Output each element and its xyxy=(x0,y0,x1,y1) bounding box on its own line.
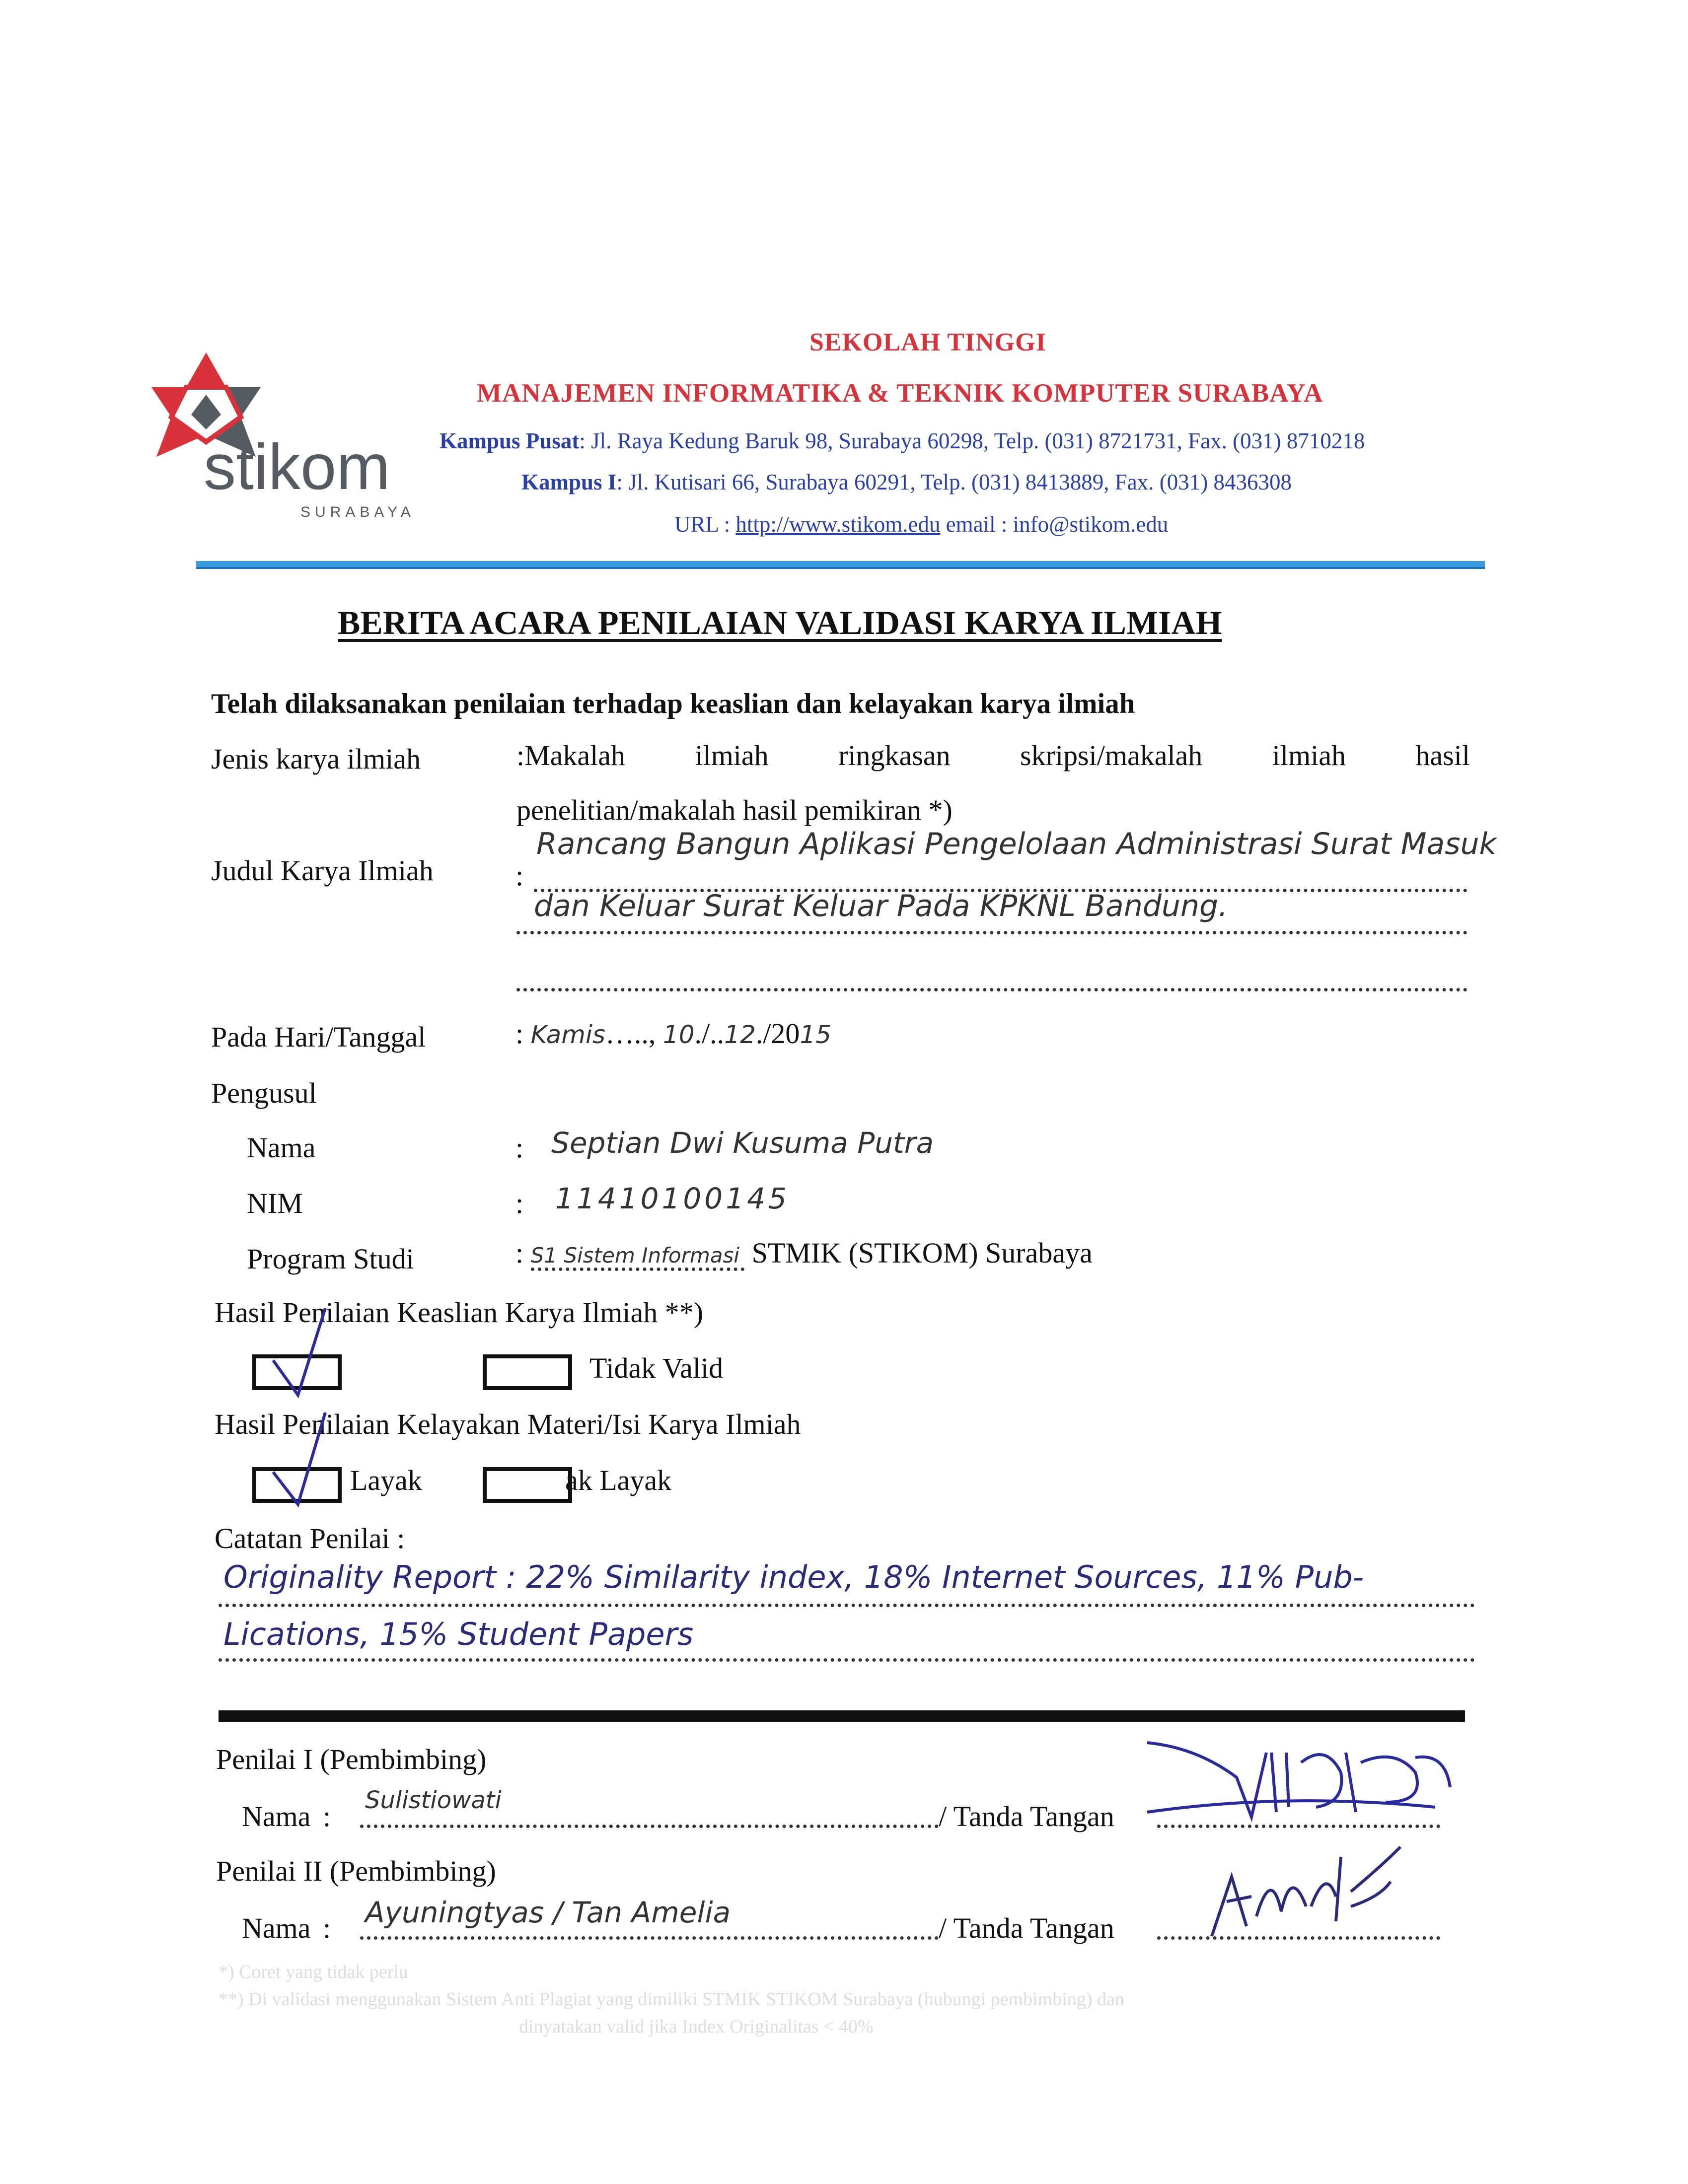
penilai1-nama-label: Nama xyxy=(242,1800,311,1832)
header-divider xyxy=(196,561,1485,569)
kampus-pusat-label: Kampus Pusat xyxy=(440,428,580,453)
footnote-2: **) Di validasi menggunakan Sistem Anti Plagiat yang dimiliki STMIK STIKOM Surabaya (hubungi pembimbing) dan xyxy=(219,1989,1124,2010)
footnote-3: dinyatakan valid jika Index Originalitas < 40% xyxy=(519,2016,874,2037)
pengusul-prodi-suffix: STMIK (STIKOM) Surabaya xyxy=(751,1237,1093,1269)
judul-line2: dan Keluar Surat Keluar Pada KPKNL Bandung. xyxy=(534,889,1228,923)
pengusul-nim: 11410100145 xyxy=(555,1182,790,1215)
tanggal-year-prefix: /20 xyxy=(763,1017,800,1050)
header-line2: MANAJEMEN INFORMATIKA & TEKNIK KOMPUTER SURABAYA xyxy=(477,379,1323,408)
footnote-1: *) Coret yang tidak perlu xyxy=(219,1962,409,1982)
logo-wordmark: stikom xyxy=(204,430,390,503)
pengusul-nama-colon: : xyxy=(515,1131,524,1164)
jenis-value-line2: penelitian/makalah hasil pemikiran *) xyxy=(516,794,953,826)
header-line1: SEKOLAH TINGGI xyxy=(809,328,1046,356)
catatan-line1-dots xyxy=(219,1594,1475,1607)
keaslian-tidak-valid-checkbox[interactable] xyxy=(483,1354,572,1390)
pengusul-nama-label: Nama xyxy=(247,1131,316,1164)
kelayakan-layak-label: Layak xyxy=(350,1464,422,1496)
checkmark-icon xyxy=(271,1410,335,1509)
intro-text: Telah dilaksanakan penilaian terhadap keaslian dan kelayakan karya ilmiah xyxy=(211,688,1135,719)
jenis-value-line1: :Makalah ilmiah ringkasan skripsi/makalah ilmiah hasil xyxy=(516,739,1470,772)
tanggal-hari: Kamis xyxy=(530,1020,605,1049)
pengusul-nim-colon: : xyxy=(515,1187,524,1219)
penilai1-label: Penilai I (Pembimbing) xyxy=(216,1743,487,1775)
penilai1-ttd-label: / Tanda Tangan xyxy=(939,1800,1114,1832)
header-url-line xyxy=(674,511,1168,537)
penilai2-colon: : xyxy=(323,1912,331,1944)
tanggal-label: Pada Hari/Tanggal xyxy=(211,1021,426,1053)
penilai2-ttd-label: / Tanda Tangan xyxy=(939,1912,1114,1944)
kelayakan-tidak-layak-checkbox[interactable] xyxy=(483,1467,572,1503)
checkmark-icon xyxy=(271,1306,335,1400)
pengusul-label: Pengusul xyxy=(211,1077,317,1109)
url-link[interactable]: http://www.stikom.edu xyxy=(735,512,941,537)
kampus-1-label: Kampus I xyxy=(521,470,617,494)
url-label: URL : xyxy=(674,512,736,537)
penilai2-label: Penilai II (Pembimbing) xyxy=(216,1855,496,1887)
penilai1-colon: : xyxy=(323,1800,331,1832)
stikom-logo xyxy=(147,348,425,526)
catatan-line2: Lications, 15% Student Papers xyxy=(223,1616,694,1652)
penilai2-nama: Ayuningtyas / Tan Amelia xyxy=(365,1896,731,1929)
penilai1-nama-dots xyxy=(360,1815,939,1828)
tanggal-value: : Kamis….., 10./..12./2015 xyxy=(515,1017,832,1050)
penilai1-nama: Sulistiowati xyxy=(365,1786,502,1814)
pengusul-prodi-label: Program Studi xyxy=(247,1243,414,1275)
email-text: email : info@stikom.edu xyxy=(940,512,1169,537)
page-title: BERITA ACARA PENILAIAN VALIDASI KARYA ILMIAH xyxy=(338,604,1222,641)
penilai2-nama-label: Nama xyxy=(242,1912,311,1944)
judul-label: Judul Karya Ilmiah xyxy=(211,854,434,887)
signature-penilai2 xyxy=(1202,1837,1410,1946)
tanggal-tgl: 10 xyxy=(662,1020,695,1049)
judul-line1: Rancang Bangun Aplikasi Pengelolaan Administrasi Surat Masuk xyxy=(536,827,1497,861)
signature-penilai1 xyxy=(1137,1733,1455,1837)
kampus-1-text: : Jl. Kutisari 66, Surabaya 60291, Telp. (031) 8413889, Fax. (031) 8436308 xyxy=(616,470,1292,494)
catatan-line1: Originality Report : 22% Similarity index, 18% Internet Sources, 11% Pub- xyxy=(223,1559,1364,1595)
kampus-pusat-text: : Jl. Raya Kedung Baruk 98, Surabaya 60298, Telp. (031) 8721731, Fax. (031) 8710218 xyxy=(579,428,1365,453)
tanggal-bln: 12 xyxy=(724,1020,756,1049)
pengusul-nama: Septian Dwi Kusuma Putra xyxy=(551,1126,934,1160)
pengusul-prodi-value: : S1 Sistem Informasi STMIK (STIKOM) Surabaya xyxy=(515,1236,1093,1269)
jenis-label: Jenis karya ilmiah xyxy=(211,743,421,775)
header-kampus-1 xyxy=(521,469,1292,495)
keaslian-label: Hasil Penilaian Keaslian Karya Ilmiah **) xyxy=(215,1296,704,1329)
logo-subtext: SURABAYA xyxy=(300,504,415,520)
tanggal-yr: 15 xyxy=(800,1020,832,1049)
pengusul-prodi: S1 Sistem Informasi xyxy=(531,1243,744,1271)
kelayakan-label: Hasil Penilaian Kelayakan Materi/Isi Karya Ilmiah xyxy=(215,1408,801,1440)
header-kampus-pusat xyxy=(440,428,1365,454)
judul-colon: : xyxy=(515,859,524,892)
judul-line3-dots xyxy=(516,973,1468,991)
kelayakan-tidak-layak-label: ak Layak xyxy=(565,1464,672,1496)
catatan-label: Catatan Penilai : xyxy=(215,1522,405,1554)
keaslian-tidak-valid-label: Tidak Valid xyxy=(589,1352,724,1384)
section-divider xyxy=(219,1710,1465,1722)
pengusul-nim-label: NIM xyxy=(247,1187,303,1219)
